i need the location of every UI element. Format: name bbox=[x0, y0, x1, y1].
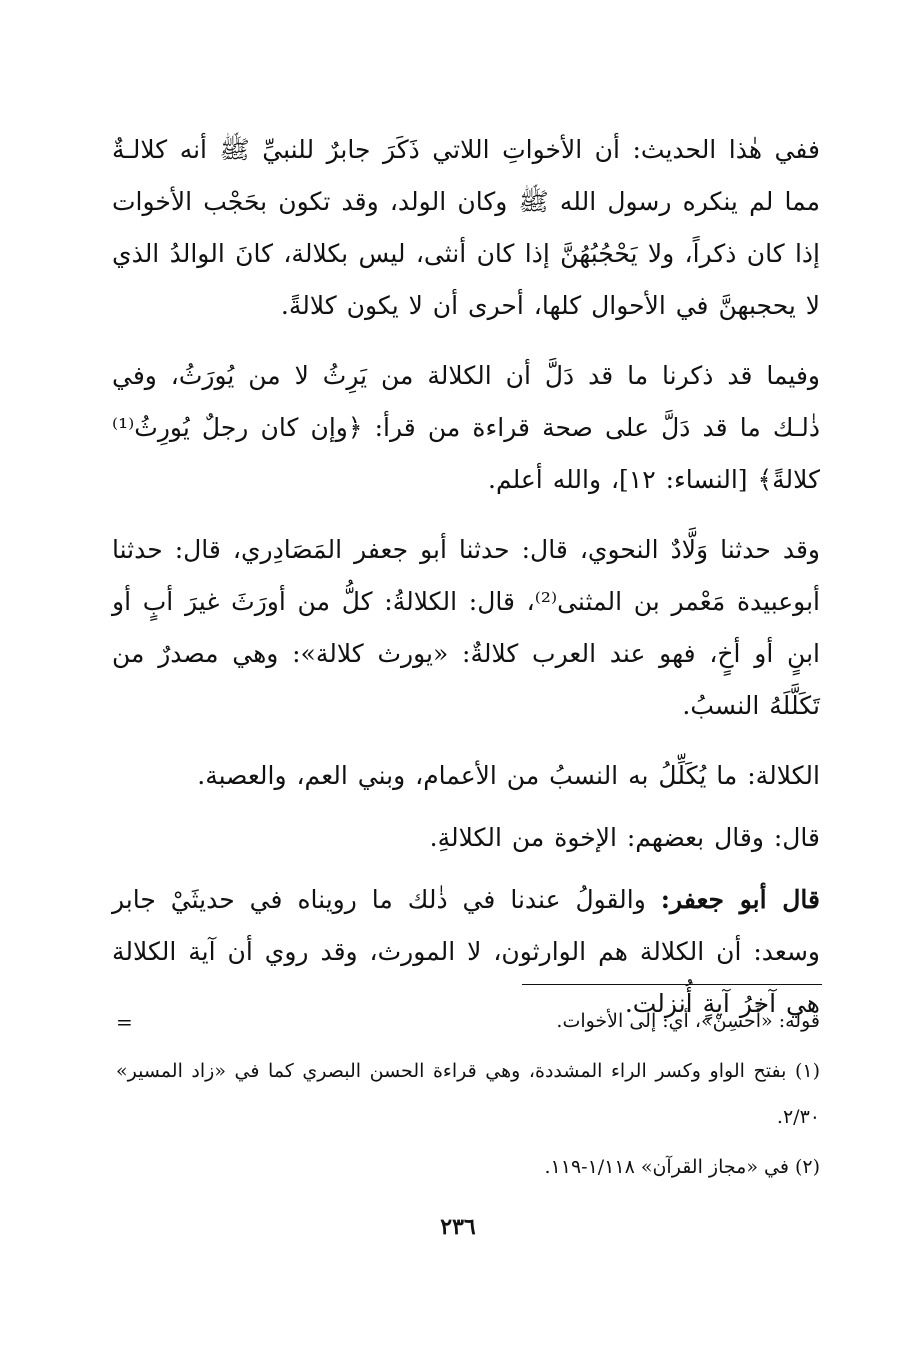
footnote-separator bbox=[522, 984, 822, 985]
paragraph-6-lead: قال أبو جعفر: bbox=[660, 885, 820, 914]
paragraph-6-text: والقولُ عندنا في ذٰلك ما رويناه في حديثَيْ جابر وسعد: أن الكلالة هم الوارثون، لا المورث، وقد روي أن آية الكلالة هي آخرُ آيةٍ أُنزلت. bbox=[112, 885, 820, 1018]
paragraph-4: الكلالة: ما يُكَلِّلُ به النسبُ من الأعمام، وبني العم، والعصبة. bbox=[197, 761, 820, 790]
page-number: ٢٣٦ bbox=[440, 1214, 476, 1240]
footnote-continuation-marker: = bbox=[116, 1010, 133, 1034]
paragraph-2: وفيما قد ذكرنا ما قد دَلَّ أن الكلالة من يَرِثُ لا من يُورَثُ، وفي ذٰلـك ما قد دَلَّ على صحة قراءة من قرأ: ﴿وإن كان رجلٌ يُورِثُ⁽¹⁾ كلالةً﴾ [النساء: ١٢]، والله أعلم. bbox=[112, 361, 820, 494]
footnote-continuation: قوله: «أَحسِنْ»، أي: إلى الأخوات. bbox=[556, 1010, 820, 1032]
paragraph-1: ففي هٰذا الحديث: أن الأخواتِ اللاتي ذَكَرَ جابرٌ للنبيِّ ﷺ أنه كلالـةٌ مما لم ينكره رسول الله ﷺ وكان الولد، وقد تكون بحَجْب الأخوات إذا كان ذكراً، ولا يَحْجُبُهُنَّ إذا كان أنثى، ليس بكلالة، كانَ الوالدُ الذي لا يحجبهنَّ في الأحوال كلها، أحرى أن لا يكون كلالةً. bbox=[112, 135, 820, 320]
paragraph-5: قال: وقال بعضهم: الإخوة من الكلالةِ. bbox=[429, 823, 820, 852]
main-text bbox=[112, 124, 820, 1030]
footnotes bbox=[116, 998, 820, 1190]
footnote-2: (٢) في «مجاز القرآن» ١/١١٨-١١٩. bbox=[544, 1156, 820, 1178]
footnote-1: (١) بفتح الواو وكسر الراء المشددة، وهي قراءة الحسن البصري كما في «زاد المسير» ٢/٣٠. bbox=[116, 1060, 820, 1128]
paragraph-3: وقد حدثنا وَلَّادٌ النحوي، قال: حدثنا أبو جعفر المَصَادِري، قال: حدثنا أبوعبيدة مَعْمر بن المثنى⁽²⁾، قال: الكلالةُ: كلُّ من أورَثَ غيرَ أبٍ أو ابنٍ أو أخٍ، فهو عند العرب كلالةٌ: «يورث كلالة»: وهي مصدرٌ من تَكَلَّلَهُ النسبُ. bbox=[112, 535, 821, 720]
